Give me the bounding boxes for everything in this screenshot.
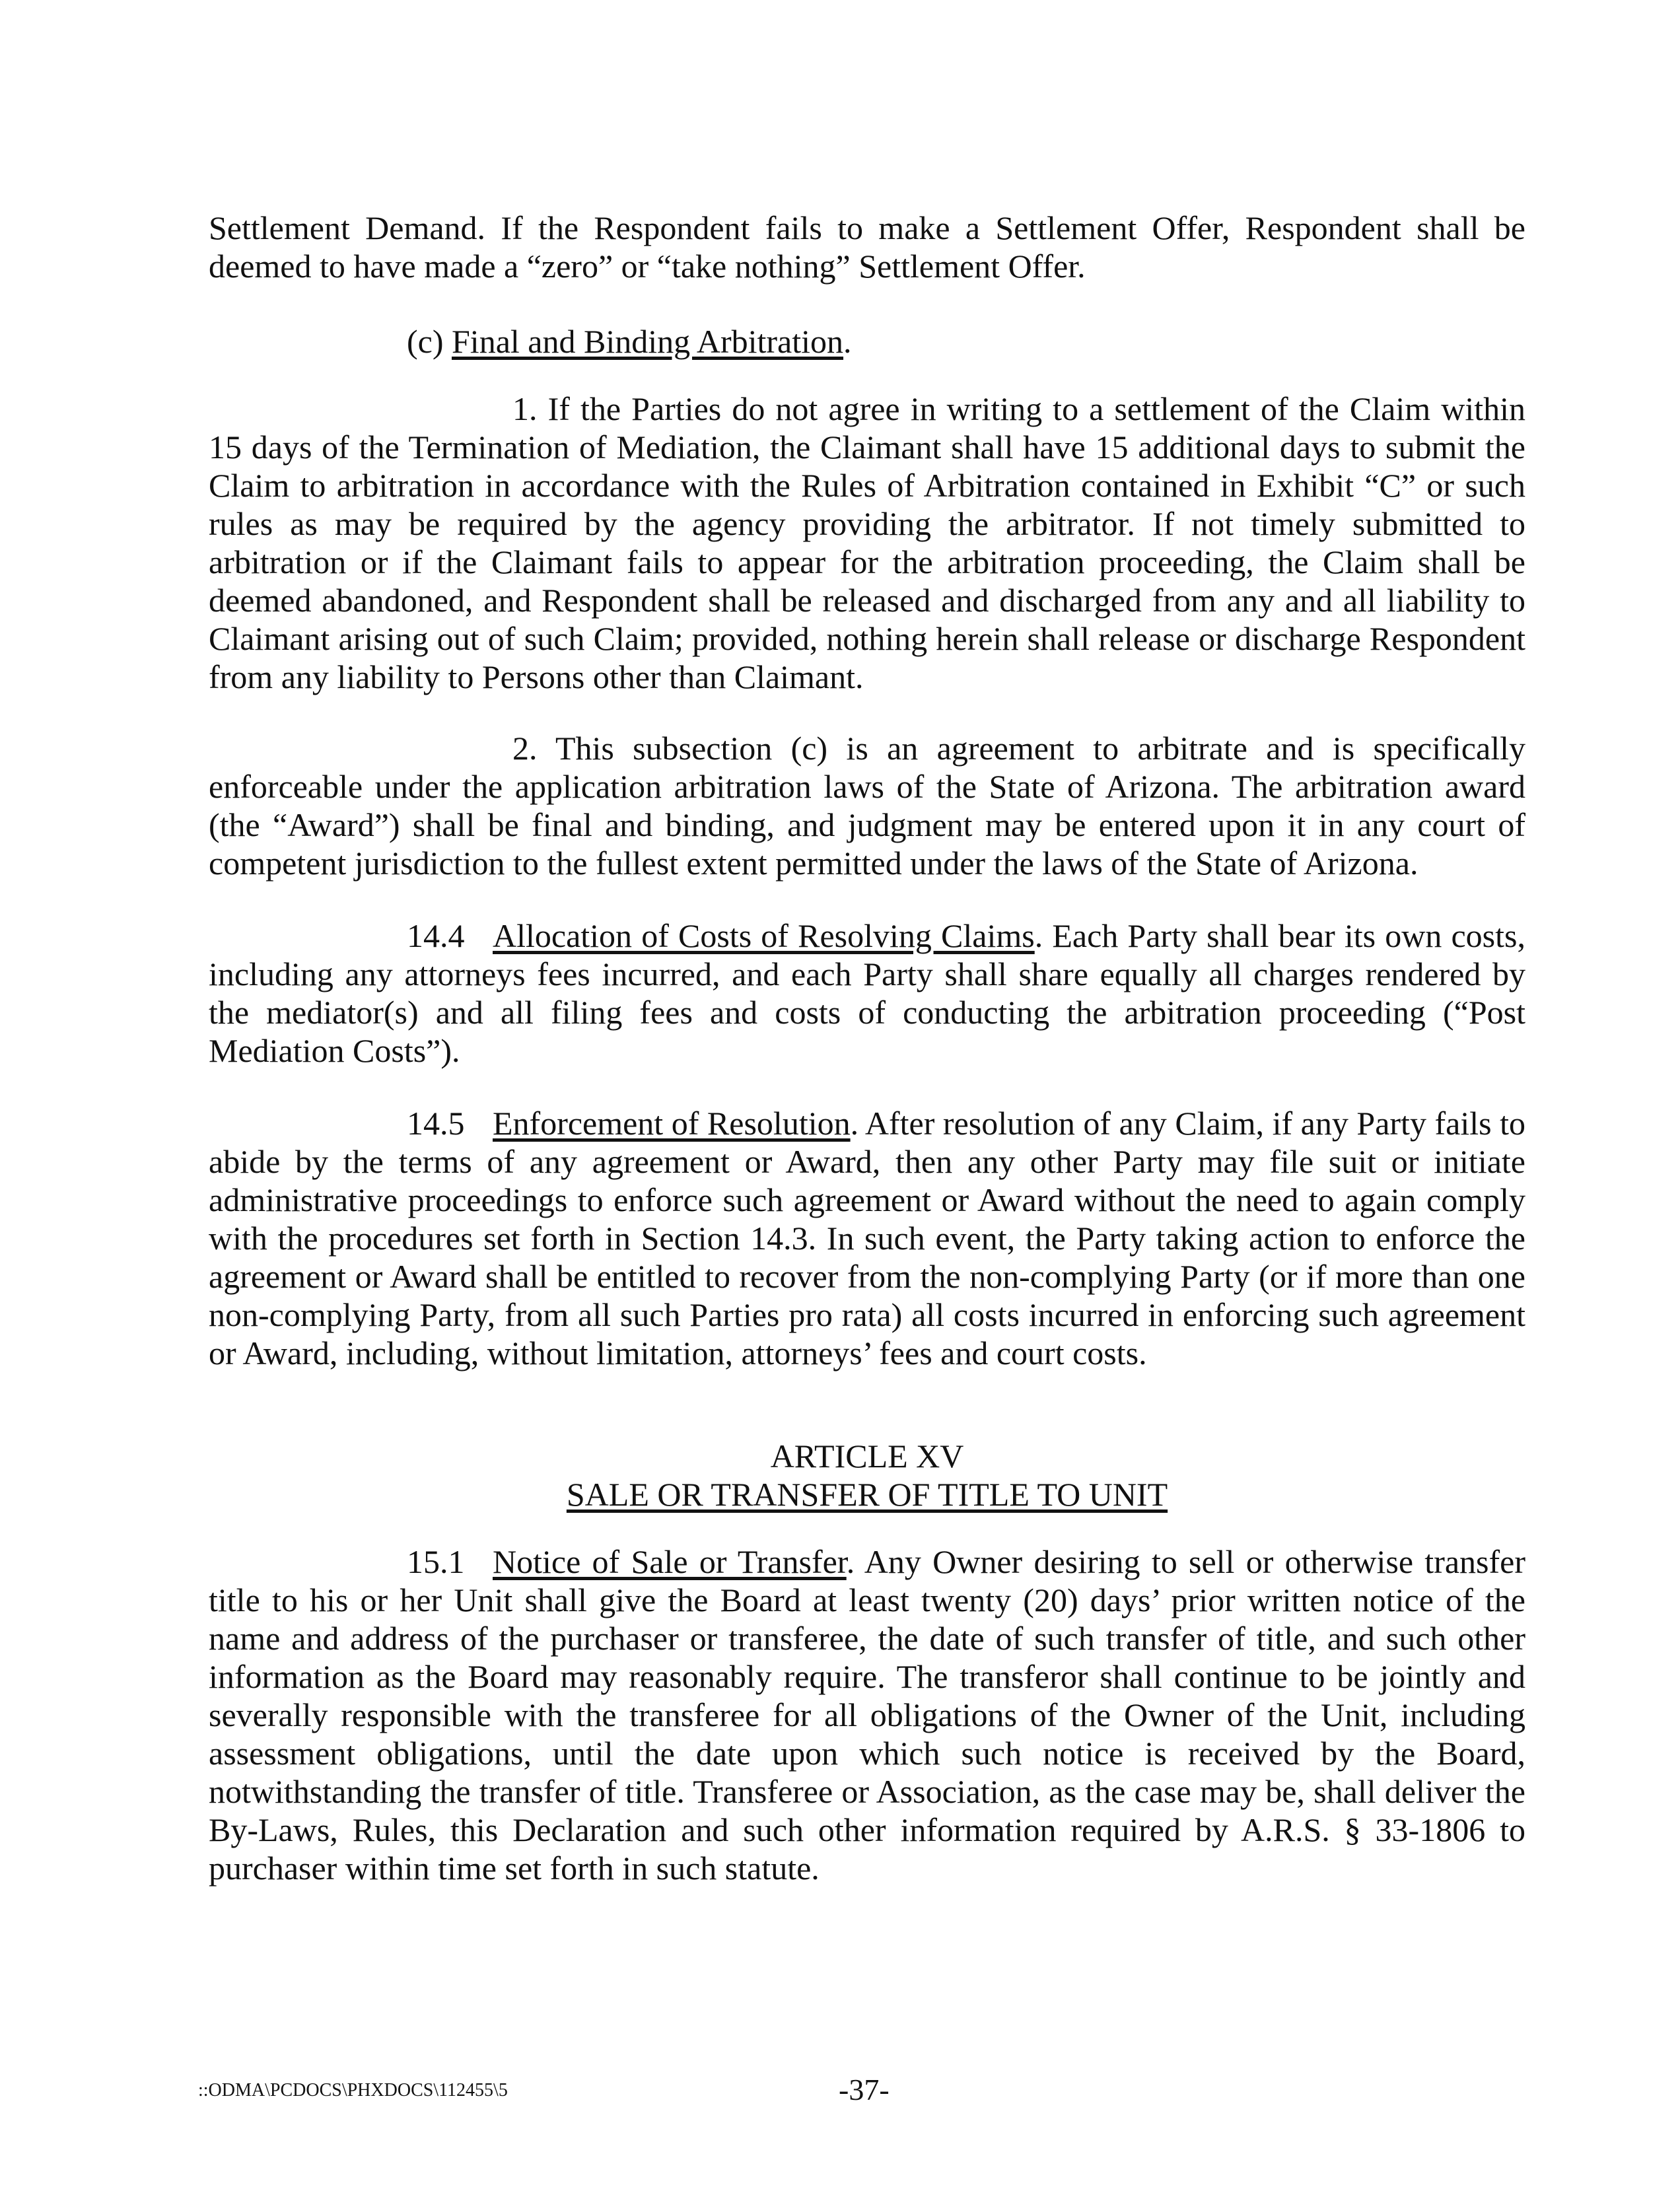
- intro-paragraph-text: Settlement Demand. If the Respondent fails to make a Settlement Offer, Respondent shall be deemed to have made a “zero” or “take nothing” Settlement Offer.: [209, 209, 1525, 285]
- item-1-text: If the Parties do not agree in writing to a settlement of the Claim within 15 days of the Termination of Mediation, the Claimant shall have 15 additional days to submit the Claim to arbitration in accordance with the Rules of Arbitration contained in Exhibit “C” or such rules as may be required by the agency providing the arbitrator. If not timely submitted to arbitration or if the Claimant fails to appear for the arbitration proceeding, the Claim shall be deemed abandoned, and Respondent shall be released and discharged from any and all liability to Claimant arising out of such Claim; provided, nothing herein shall release or discharge Respondent from any liability to Persons other than Claimant.: [209, 390, 1525, 695]
- subsection-c-title: Final and Binding Arbitration: [452, 323, 844, 360]
- item-2-number: 2.: [512, 730, 538, 767]
- section-14-5-text: . After resolution of any Claim, if any Party fails to abide by the terms of any agreement or Award, then any other Party may file suit or initiate administrative proceedings to enforce such agreement or Award without the need to again comply with the procedures set forth in Section 14.3. In such event, the Party taking action to enforce the agreement or Award shall be entitled to recover from the non-complying Party (or if more than one non-complying Party, from all such Parties pro rata) all costs incurred in enforcing such agreement or Award, including, without limitation, attorneys’ fees and court costs.: [209, 1105, 1525, 1371]
- section-15-1-number: 15.1: [407, 1543, 465, 1580]
- footer-doc-path: ::ODMA\PCDOCS\PHXDOCS\112455\5: [198, 2080, 508, 2100]
- subsection-c-label: (c): [407, 323, 444, 360]
- section-14-4-text: . Each Party shall bear its own costs, including any attorneys fees incurred, and each Party shall share equally all charges rendered by the mediator(s) and all filing fees and costs of conducting the arbitration proceeding (“Post Mediation Costs”).: [209, 917, 1525, 1069]
- item-2-text: This subsection (c) is an agreement to arbitrate and is specifically enforceable under the application arbitration laws of the State of Arizona. The arbitration award (the “Award”) shall be final and binding, and judgment may be entered upon it in any court of competent jurisdiction to the fullest extent permitted under the laws of the State of Arizona.: [209, 730, 1525, 882]
- article-title: [209, 1475, 1525, 1513]
- item-2-paragraph: [209, 729, 1525, 882]
- item-1-number: 1.: [512, 390, 538, 427]
- section-14-5-number: 14.5: [407, 1105, 465, 1142]
- section-14-4-heading: Allocation of Costs of Resolving Claims: [493, 917, 1035, 954]
- article-number: ARTICLE XV: [770, 1438, 964, 1475]
- item-1-paragraph: [209, 390, 1525, 696]
- article-title-text: SALE OR TRANSFER OF TITLE TO UNIT: [566, 1476, 1168, 1513]
- section-15-1-heading: Notice of Sale or Transfer: [493, 1543, 847, 1580]
- section-14-4-paragraph: [209, 917, 1525, 1070]
- section-15-1-text: . Any Owner desiring to sell or otherwise transfer title to his or her Unit shall give the Board at least twenty (20) days’ prior written notice of the name and address of the purchaser or transferee, the date of such transfer of title, and such other information as the Board may reasonably require. The transferor shall continue to be jointly and severally responsible with the transferee for all obligations of the Owner of the Unit, including assessment obligations, until the date upon which such notice is received by the Board, notwithstanding the transfer of title. Transferee or Association, as the case may be, shall deliver the By-Laws, Rules, this Declaration and such other information required by A.R.S. § 33-1806 to purchaser within time set forth in such statute.: [209, 1543, 1525, 1887]
- footer-page-number: -37-: [839, 2073, 890, 2106]
- section-14-4-number: 14.4: [407, 917, 465, 954]
- subsection-c-heading: [209, 322, 1525, 361]
- section-14-5-heading: Enforcement of Resolution: [493, 1105, 851, 1142]
- section-14-5-paragraph: [209, 1104, 1525, 1372]
- subsection-c-heading-end: .: [843, 323, 852, 360]
- section-15-1-paragraph: [209, 1543, 1525, 1887]
- intro-paragraph: [209, 209, 1525, 285]
